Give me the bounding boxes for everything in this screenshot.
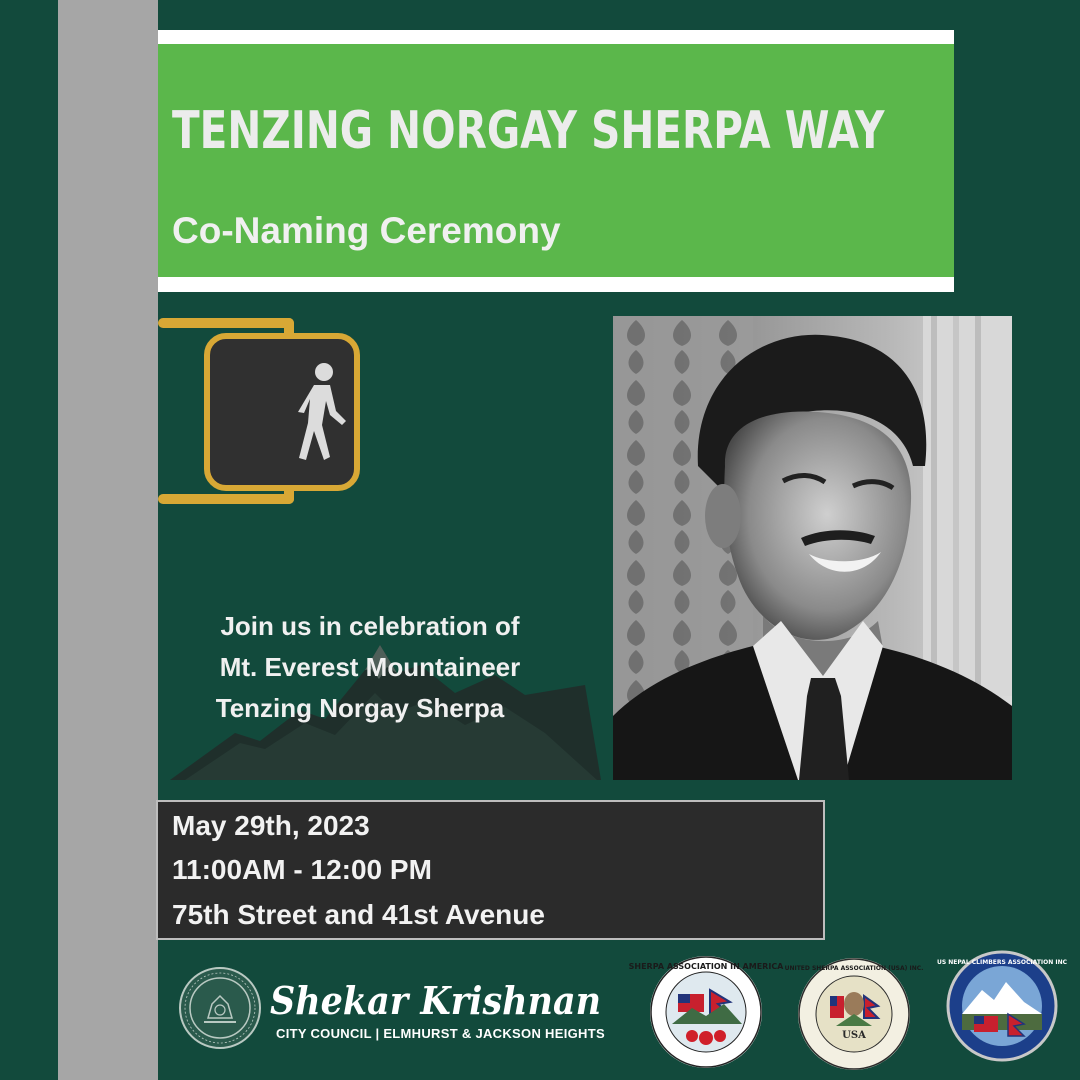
invite-line: Join us in celebration of (220, 611, 520, 641)
event-date: May 29th, 2023 (172, 810, 370, 841)
sherpa-association-america-logo (628, 954, 784, 1070)
svg-text:USA: USA (842, 1030, 866, 1041)
united-sherpa-association-logo (784, 956, 924, 1072)
walk-signal (204, 333, 360, 491)
sherpa-association-america-text: SHERPA ASSOCIATION IN AMERICA (628, 962, 784, 971)
event-details-box (156, 800, 825, 940)
signal-bracket-top (158, 318, 294, 328)
invite-line: Mt. Everest Mountaineer (219, 652, 521, 682)
sign-subtitle: Co-Naming Ceremony (172, 210, 561, 251)
invitation-text (170, 606, 570, 729)
sponsor-subtitle: CITY COUNCIL | ELMHURST & JACKSON HEIGHTS (276, 1026, 605, 1041)
street-pole (58, 0, 158, 1080)
portrait-image (613, 316, 1012, 780)
us-nepal-climbers-logo (936, 950, 1068, 1062)
sign-title: TENZING NORGAY SHERPA WAY (172, 101, 885, 161)
united-sherpa-association-text: UNITED SHERPA ASSOCIATION (USA) INC. (784, 965, 924, 972)
pedestrian-walk-icon (210, 339, 354, 485)
invite-line: Tenzing Norgay Sherpa (215, 693, 505, 723)
event-time: 11:00AM - 12:00 PM (172, 854, 432, 885)
signal-bracket-bottom (158, 494, 294, 504)
nyc-seal-logo (178, 966, 262, 1050)
sponsor-name: Shekar Krishnan (270, 978, 602, 1023)
event-location: 75th Street and 41st Avenue (172, 899, 545, 930)
us-nepal-climbers-text: US NEPAL CLIMBERS ASSOCIATION INC (936, 959, 1068, 966)
portrait-photo (613, 316, 1012, 780)
